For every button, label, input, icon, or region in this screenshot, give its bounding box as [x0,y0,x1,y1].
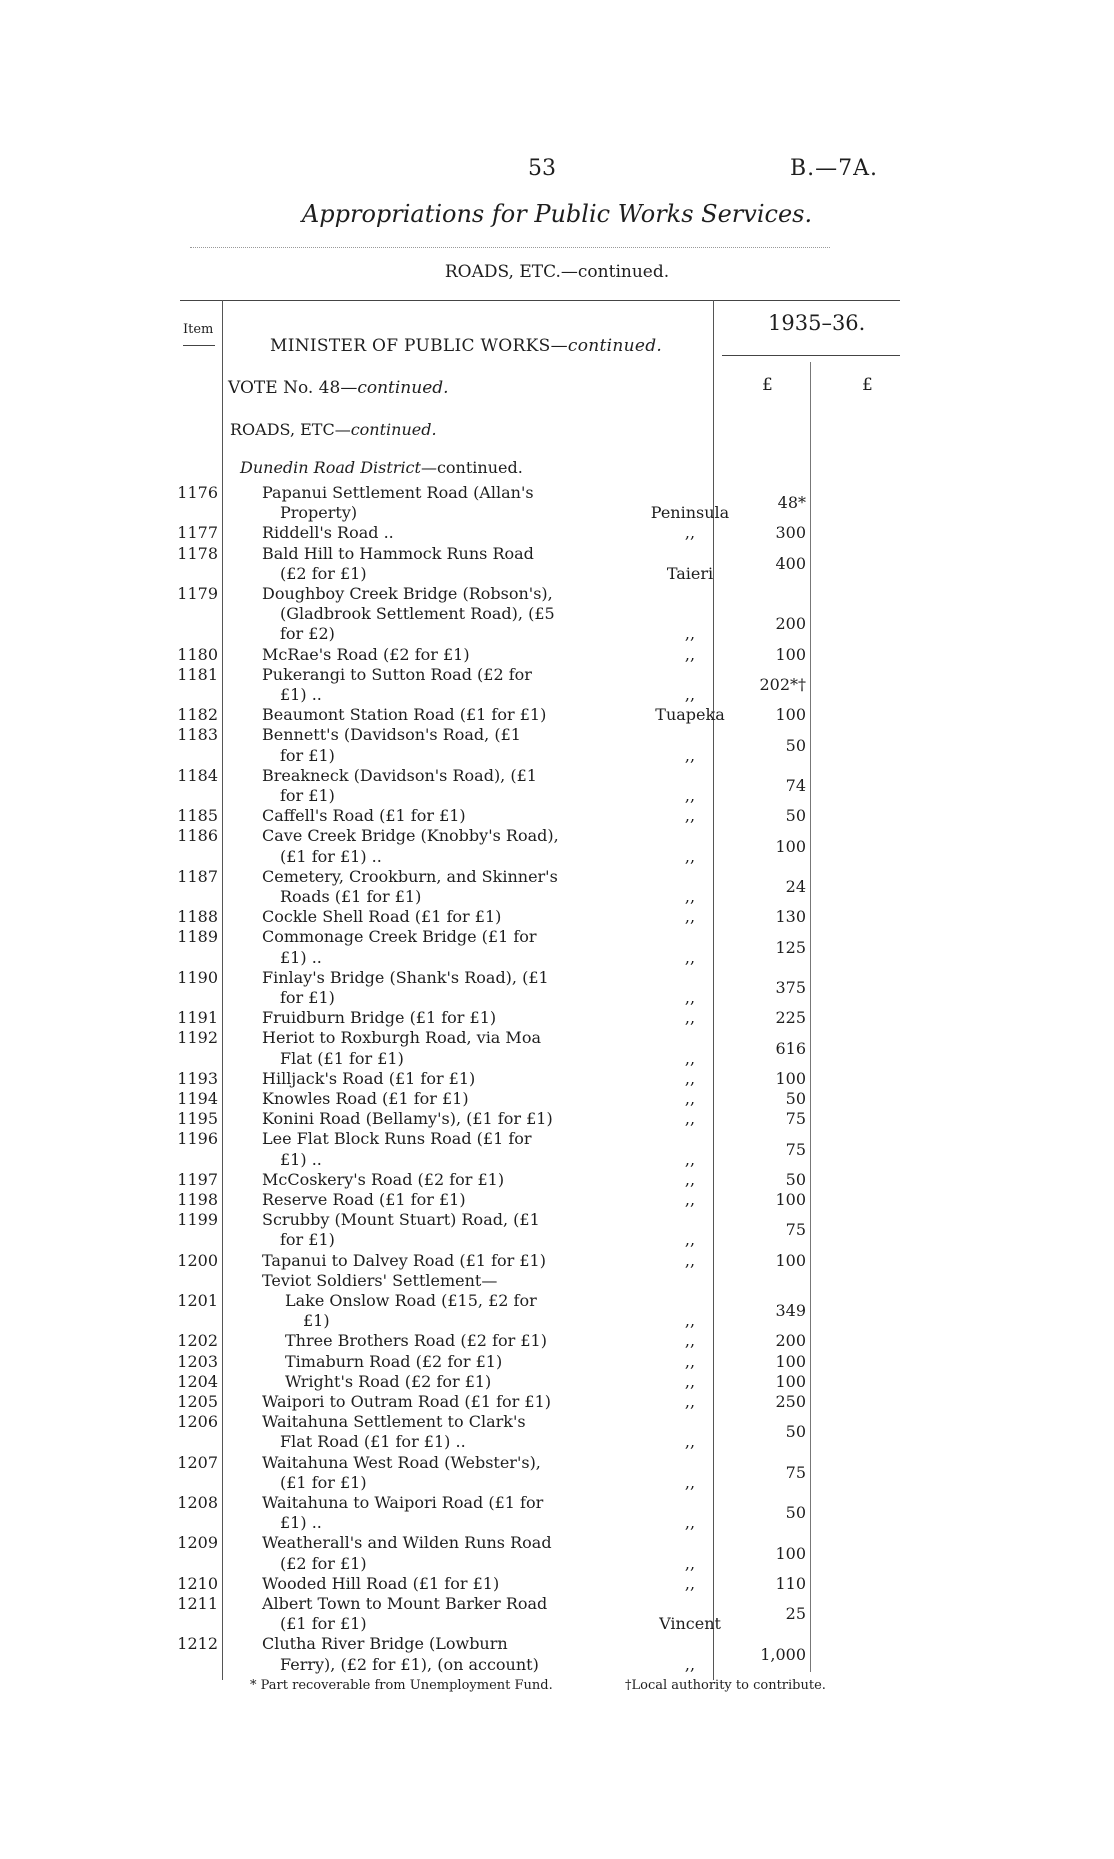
district-name: ,, [684,1573,696,1593]
item-number: 1178 [177,543,218,563]
item-description: for £2) [280,624,335,644]
amount: 50 [785,1089,806,1108]
item-number: 1195 [177,1109,218,1129]
amount: 50 [785,1169,806,1189]
item-column-header: Item [183,322,214,337]
district-name: ,, [684,1654,696,1674]
item-number: 1176 [177,483,218,502]
year-header: 1935–36. [768,311,866,335]
district-name: ,, [684,947,696,967]
item-description: Timaburn Road (£2 for £1) [285,1351,503,1371]
amount: 100 [775,1371,806,1391]
district-name: ,, [684,1311,696,1331]
amount: 74 [785,775,806,795]
district-name: ,, [684,1392,696,1411]
item-description: Riddell's Road .. [262,523,394,543]
item-description: Ferry), (£2 for £1), (on account) [280,1654,539,1674]
district-name: ,, [684,1553,696,1573]
section-heading: ROADS, ETC.—continued. [444,262,670,282]
item-description: Albert Town to Mount Barker Road [262,1594,548,1613]
district-name: ,, [684,1169,696,1189]
amount: 225 [775,1008,806,1028]
item-number: 1177 [177,523,218,543]
page-title: Appropriations for Public Works Services. [301,200,813,228]
amount: 200 [775,614,806,634]
district-name: ,, [684,886,696,906]
item-description: Roads (£1 for £1) [280,886,422,906]
item-description: £1) .. [280,1149,322,1169]
item-description: Lee Flat Block Runs Road (£1 for [262,1129,532,1149]
item-description: Flat (£1 for £1) [280,1048,404,1068]
item-number: 1206 [177,1412,218,1432]
item-description: Scrubby (Mount Stuart) Road, (£1 [262,1210,540,1230]
district-name: ,, [684,1109,696,1129]
district-heading: Dunedin Road District—continued. [240,458,523,477]
amount: 75 [785,1139,806,1159]
item-description: Property) [280,503,358,523]
item-number: 1192 [177,1028,218,1048]
item-description: Waitahuna Settlement to Clark's [262,1412,526,1432]
item-number: 1201 [177,1291,218,1310]
item-description: Breakneck (Davidson's Road), (£1 [262,765,537,785]
amount: 200 [775,1331,806,1351]
amount: 100 [775,1543,806,1563]
amount: 250 [775,1392,806,1411]
item-header-dash [183,345,215,346]
item-number: 1186 [177,826,218,846]
item-description: Cockle Shell Road (£1 for £1) [262,907,502,927]
item-description: Reserve Road (£1 for £1) [262,1190,466,1209]
item-description: Commonage Creek Bridge (£1 for [262,927,537,947]
district-name: ,, [684,745,696,765]
item-description: Bennett's (Davidson's Road, (£1 [262,725,521,745]
item-number: 1207 [177,1452,218,1472]
item-description: Lake Onslow Road (£15, £2 for [285,1291,537,1310]
district-name: ,, [684,785,696,805]
item-number: 1198 [177,1190,218,1209]
item-number: 1202 [177,1331,218,1351]
item-description: Fruidburn Bridge (£1 for £1) [262,1008,497,1028]
item-number: 1199 [177,1210,218,1230]
amount: 125 [775,937,806,957]
item-number: 1196 [177,1129,218,1149]
amount: 75 [785,1220,806,1240]
item-description: Caffell's Road (£1 for £1) [262,806,466,826]
item-number: 1211 [177,1594,218,1613]
item-number: 1188 [177,907,218,927]
item-number: 1183 [177,725,218,745]
item-number: 1179 [177,584,218,603]
table-top-rule [180,300,900,301]
item-description: for £1) [280,785,335,805]
amount: 100 [775,836,806,856]
amount: 50 [785,735,806,755]
title-divider [190,247,830,248]
item-description: Wright's Road (£2 for £1) [285,1371,492,1391]
district-name: ,, [684,1331,696,1351]
item-number: 1187 [177,866,218,886]
item-number: 1212 [177,1634,218,1654]
item-number: 1210 [177,1573,218,1593]
amount: 75 [785,1109,806,1129]
currency-symbol: £ [762,375,773,395]
item-description: McCoskery's Road (£2 for £1) [262,1169,505,1189]
item-number: 1204 [177,1371,218,1391]
district-name: Tuapeka [655,705,725,725]
item-description: Konini Road (Bellamy's), (£1 for £1) [262,1109,553,1129]
item-number: 1194 [177,1089,218,1108]
item-description: Beaumont Station Road (£1 for £1) [262,705,547,725]
item-number: 1182 [177,705,218,725]
amount: 300 [775,523,806,543]
amount: 1,000 [760,1644,806,1664]
item-description: (£1 for £1) .. [280,846,382,866]
item-description: for £1) [280,987,335,1007]
item-description: Flat Road (£1 for £1) .. [280,1432,466,1452]
item-number: 1208 [177,1493,218,1512]
item-description: Hilljack's Road (£1 for £1) [262,1068,476,1088]
district-name: ,, [684,1068,696,1088]
ministry-heading: MINISTER OF PUBLIC WORKS—continued. [270,336,663,356]
amount: 100 [775,1250,806,1270]
district-name: ,, [684,846,696,866]
amount: 616 [775,1038,806,1058]
document-code: B.—7A. [790,156,879,181]
item-description: Doughboy Creek Bridge (Robson's), [262,584,553,603]
district-name: ,, [684,1472,696,1492]
item-number: 1191 [177,1008,218,1028]
item-description: (£1 for £1) [280,1614,367,1634]
item-description: Waipori to Outram Road (£1 for £1) [262,1392,552,1411]
amount: 400 [775,553,806,573]
page-number: 53 [528,156,556,181]
item-description: Tapanui to Dalvey Road (£1 for £1) [262,1250,546,1270]
item-number: 1203 [177,1351,218,1371]
footnote-dagger: †Local authority to contribute. [625,1678,826,1693]
amount: 110 [775,1573,806,1593]
item-description: Bald Hill to Hammock Runs Road [262,543,534,563]
footnote-star: * Part recoverable from Unemployment Fund. [250,1678,553,1693]
item-description: Papanui Settlement Road (Allan's [262,483,534,502]
item-description: (£1 for £1) [280,1472,367,1492]
item-number: 1205 [177,1392,218,1411]
item-number: 1197 [177,1169,218,1189]
district-name: ,, [684,1513,696,1533]
district-name: ,, [684,684,696,704]
item-description: McRae's Road (£2 for £1) [262,644,470,664]
item-description: Weatherall's and Wilden Runs Road [262,1533,552,1553]
item-description: for £1) [280,1230,335,1250]
district-name: Vincent [659,1614,721,1634]
item-description: Three Brothers Road (£2 for £1) [285,1331,547,1351]
district-name: ,, [684,1250,696,1270]
item-description: Teviot Soldiers' Settlement— [262,1270,498,1290]
amount: 75 [785,1462,806,1482]
item-number: 1189 [177,927,218,947]
district-name: ,, [684,1230,696,1250]
district-name: ,, [684,907,696,927]
item-number: 1200 [177,1250,218,1270]
item-number: 1185 [177,806,218,826]
item-description: Cemetery, Crookburn, and Skinner's [262,866,558,886]
item-number: 1181 [177,664,218,684]
district-name: ,, [684,1008,696,1028]
district-name: ,, [684,1089,696,1108]
item-description: Heriot to Roxburgh Road, via Moa [262,1028,541,1048]
amount: 100 [775,1351,806,1371]
amount: 24 [785,876,806,896]
district-name: ,, [684,1432,696,1452]
amount: 100 [775,644,806,664]
item-description: (£2 for £1) [280,1553,367,1573]
item-description: £1) .. [280,684,322,704]
amount: 130 [775,907,806,927]
amount: 50 [785,806,806,826]
item-description: Wooded Hill Road (£1 for £1) [262,1573,500,1593]
item-description: Pukerangi to Sutton Road (£2 for [262,664,532,684]
vote-heading: VOTE No. 48—continued. [228,378,449,398]
currency-symbol: £ [862,375,873,395]
item-number: 1184 [177,765,218,785]
amount: 100 [775,1068,806,1088]
amount: 202*† [759,674,806,694]
district-name: ,, [684,987,696,1007]
district-name: ,, [684,1190,696,1209]
item-column-divider [222,300,223,1680]
item-description: Cave Creek Bridge (Knobby's Road), [262,826,559,846]
district-name: Taieri [666,563,714,583]
district-name: ,, [684,1048,696,1068]
item-description: (£2 for £1) [280,563,367,583]
district-name: ,, [684,1149,696,1169]
district-name: ,, [684,1351,696,1371]
amount: 100 [775,1190,806,1209]
item-number: 1193 [177,1068,218,1088]
year-header-rule [722,355,900,356]
item-description: Finlay's Bridge (Shank's Road), (£1 [262,967,549,987]
item-description: Waitahuna West Road (Webster's), [262,1452,541,1472]
item-description: (Gladbrook Settlement Road), (£5 [280,604,555,624]
item-description: £1) .. [280,1513,322,1533]
roads-subheading: ROADS, ETC—continued. [230,420,437,439]
item-description: £1) [303,1311,330,1331]
amount: 349 [775,1301,806,1321]
item-number: 1180 [177,644,218,664]
district-name: ,, [684,523,696,543]
district-name: ,, [684,1371,696,1391]
item-description: £1) .. [280,947,322,967]
item-description: Knowles Road (£1 for £1) [262,1089,469,1108]
amount: 50 [785,1503,806,1523]
amount: 375 [775,977,806,997]
amount: 50 [785,1422,806,1442]
amount: 100 [775,705,806,725]
item-number: 1209 [177,1533,218,1553]
amount: 48* [777,493,806,513]
item-description: for £1) [280,745,335,765]
district-name: ,, [684,644,696,664]
district-name: ,, [684,624,696,644]
pound-column-divider [810,362,811,1672]
district-name: ,, [684,806,696,826]
amount: 25 [785,1604,806,1624]
item-description: Waitahuna to Waipori Road (£1 for [262,1493,544,1512]
district-name: Peninsula [650,503,730,523]
item-description: Clutha River Bridge (Lowburn [262,1634,508,1654]
item-number: 1190 [177,967,218,987]
